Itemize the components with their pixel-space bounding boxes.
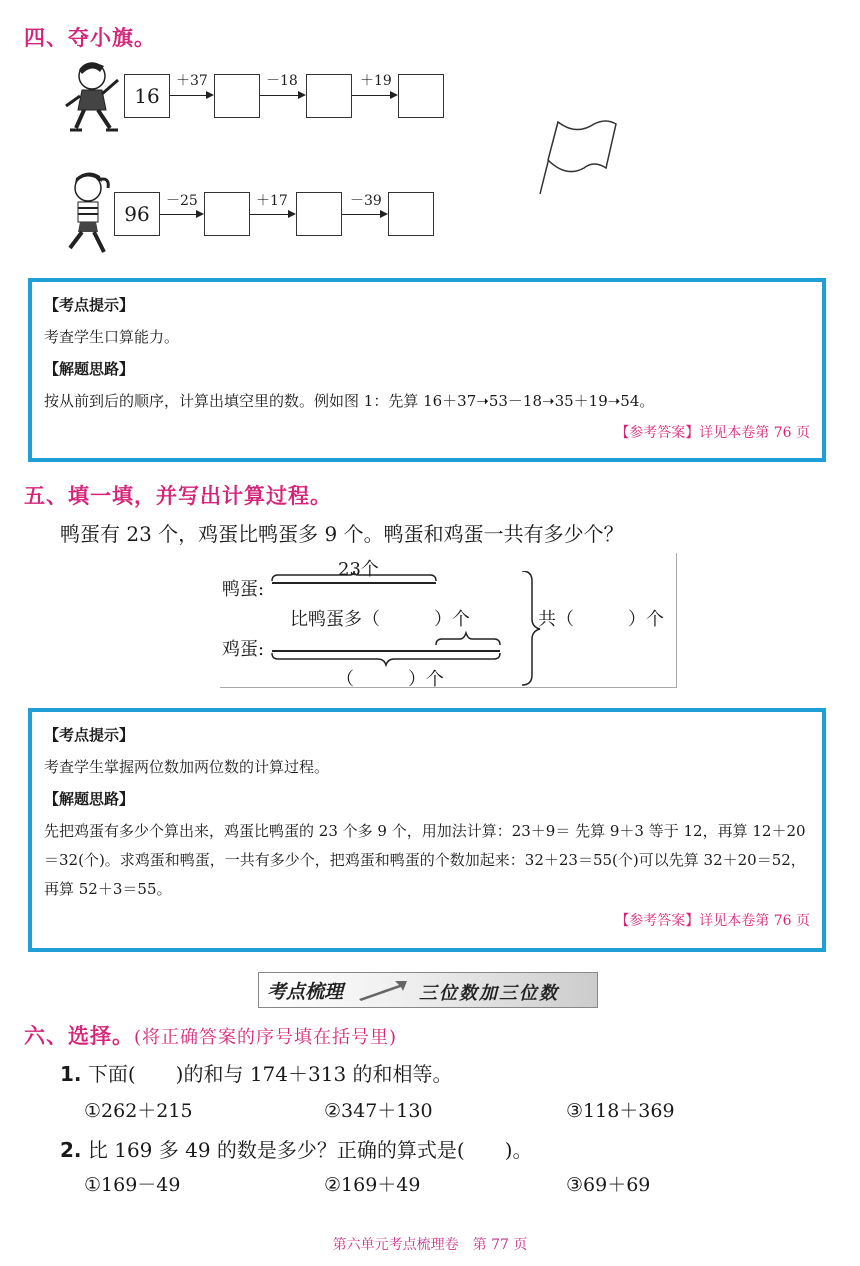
duck-label: 鸭蛋: [222, 579, 265, 600]
question-1 [60, 1058, 453, 1087]
section5-question: 鸭蛋有 23 个，鸡蛋比鸭蛋多 9 个。鸭蛋和鸡蛋一共有多少个？ [60, 522, 624, 546]
chain2-answer-box-1[interactable] [204, 192, 250, 236]
boy-runner-illustration [56, 58, 122, 132]
arrow-icon [352, 95, 396, 96]
arrow-icon [342, 214, 386, 215]
chain1-op2: －18 [266, 73, 298, 89]
tip1-heading-approach: 【解题思路】 [44, 360, 135, 378]
tip2-heading-points: 【考点提示】 [44, 726, 135, 744]
chain1-op3: ＋19 [360, 73, 392, 89]
page-footer: 第六单元考点梳理卷 第 77 页 [332, 1237, 528, 1253]
q2-option-2[interactable]: ②169＋49 [324, 1174, 421, 1196]
chain2-op3: －39 [350, 193, 382, 209]
banner-left-text: 考点梳理 [267, 981, 344, 1003]
chain2-answer-box-2[interactable] [296, 192, 342, 236]
tip2-heading-approach: 【解题思路】 [44, 790, 135, 808]
chain2-answer-box-3[interactable] [388, 192, 434, 236]
tip-box-2 [28, 708, 826, 952]
q2-option-1[interactable]: ①169－49 [84, 1174, 181, 1196]
tip1-answer-reference: 【参考答案】详见本卷第 76 页 [615, 425, 810, 441]
q1-option-1[interactable]: ①262＋215 [84, 1100, 193, 1122]
banner-right-text: 三位数加三位数 [419, 983, 559, 1004]
tip2-answer-reference: 【参考答案】详见本卷第 76 页 [615, 913, 810, 929]
chain1-answer-box-2[interactable] [306, 74, 352, 118]
tip1-approach-text: 按从前到后的顺序，计算出填空里的数。例如图 1：先算 16＋37➝53－18➝35＋19➝54。 [44, 392, 655, 410]
question-2 [60, 1134, 533, 1163]
arrow-icon [170, 95, 212, 96]
arrow-icon [260, 95, 304, 96]
chicken-count-label: （ ）个 [336, 669, 444, 690]
total-label: 共（ ）个 [538, 609, 664, 630]
tip1-heading-points: 【考点提示】 [44, 296, 135, 314]
chain2-op1: －25 [166, 193, 198, 209]
section5-title: 五、填一填，并写出计算过程。 [24, 484, 332, 508]
girl-runner-illustration [58, 168, 116, 256]
tip-box-1 [28, 278, 826, 462]
chain1-start-box: 16 [124, 74, 170, 118]
chain2-op2: ＋17 [256, 193, 288, 209]
question-2-text: 比 169 多 49 的数是多少？正确的算式是( )。 [87, 1138, 533, 1162]
question-2-number: 2. [60, 1138, 82, 1162]
tip1-points-text: 考查学生口算能力。 [44, 328, 180, 346]
duck-count-label: 23个 [338, 559, 379, 580]
chicken-label: 鸡蛋: [222, 639, 265, 660]
chain1-op1: ＋37 [176, 73, 208, 89]
section4-title: 四、夺小旗。 [24, 26, 156, 50]
flag-icon [536, 118, 620, 198]
arrow-icon [160, 214, 202, 215]
section6-title [24, 1020, 397, 1050]
chain2-start-box: 96 [114, 192, 160, 236]
q1-option-2[interactable]: ②347＋130 [324, 1100, 433, 1122]
topic-banner [258, 972, 598, 1008]
section6-title-note: (将正确答案的序号填在括号里) [134, 1027, 398, 1048]
chain1-answer-box-1[interactable] [214, 74, 260, 118]
more-than-duck-label: 比鸭蛋多（ ）个 [290, 609, 470, 630]
question-1-number: 1. [60, 1062, 82, 1086]
banner-arrow-icon [359, 979, 409, 1001]
q2-option-3[interactable]: ③69＋69 [566, 1174, 651, 1196]
egg-diagram [220, 553, 677, 688]
question-1-text: 下面( )的和与 174＋313 的和相等。 [87, 1062, 453, 1086]
section6-title-main: 六、选择。 [24, 1024, 134, 1048]
chain1-answer-box-3[interactable] [398, 74, 444, 118]
arrow-icon [250, 214, 294, 215]
q1-option-3[interactable]: ③118＋369 [566, 1100, 675, 1122]
tip2-points-text: 考查学生掌握两位数加两位数的计算过程。 [44, 758, 330, 776]
tip2-approach-text: 先把鸡蛋有多少个算出来，鸡蛋比鸭蛋的 23 个多 9 个，用加法计算：23＋9＝ 先算 9＋3 等于 12，再算 12＋20＝32(个)。求鸡蛋和鸭蛋，一共有多少个，把鸡蛋和鸭蛋的个数加起来：32＋23＝55(个)可以先算 32＋20＝52，再算 52＋3＝55。 [44, 822, 806, 898]
